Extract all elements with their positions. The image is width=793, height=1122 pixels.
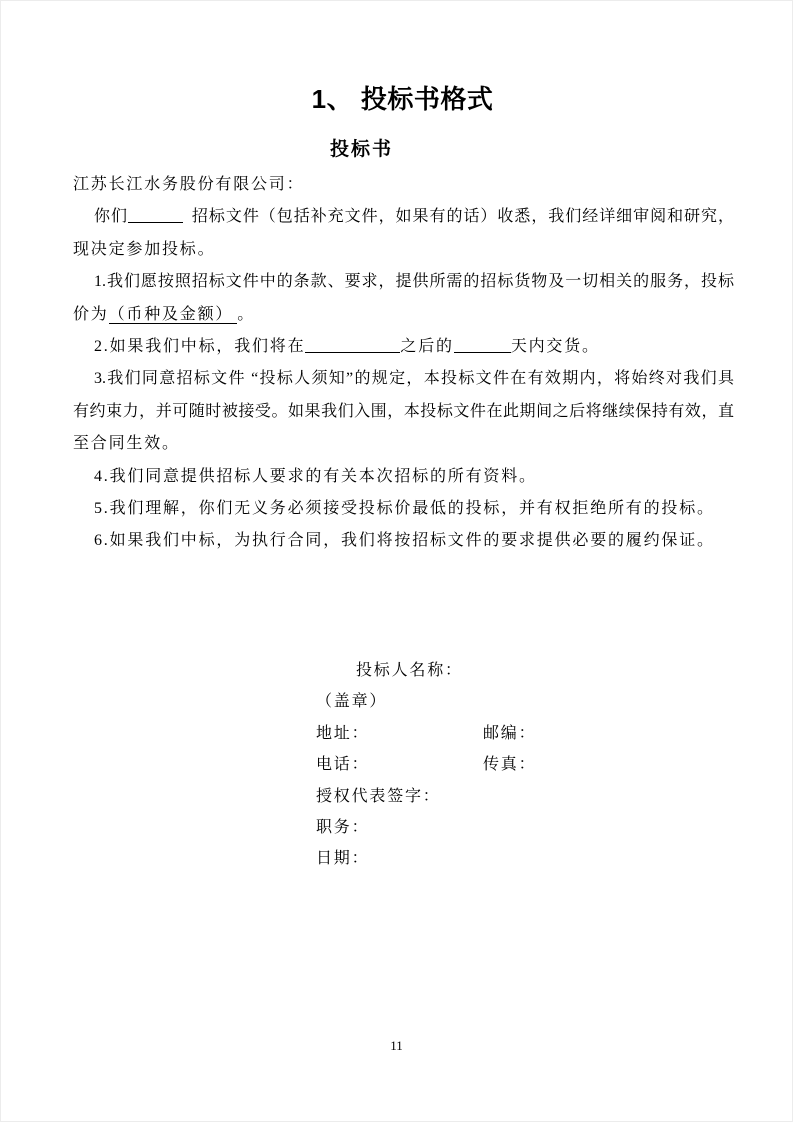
phone-label: 电话：: [316, 756, 370, 774]
seal-row: [316, 686, 536, 717]
salutation-line: 江苏长江水务股份有限公司：: [73, 176, 305, 193]
page-title: 1、 投标书格式: [311, 84, 494, 114]
item3-line-2: 有约束力，并可随时被接受。如果我们入围，本投标文件在此期间之后将继续保持有效，直: [73, 402, 734, 420]
document-subtitle: 投标书: [329, 139, 393, 160]
item1-pre-text: 价为: [73, 305, 109, 323]
signature-label: 授权代表签字：: [316, 787, 441, 805]
document-body: [73, 169, 734, 558]
item2-post-text: 天内交货。: [510, 338, 600, 356]
item4-line: 4.我们同意提供招标人要求的有关本次招标的所有资料。: [94, 467, 537, 485]
date-row: [316, 843, 536, 874]
item1-line-1: 1.我们愿按照招标文件中的条款、要求，提供所需的招标货物及一切相关的服务，投标: [94, 273, 734, 291]
intro-line-1: [73, 201, 734, 233]
intro-pre-text: 你们: [94, 208, 128, 226]
intro-post-text: 招标文件（包括补充文件，如果有的话）收悉，我们经详细审阅和研究，: [190, 208, 734, 226]
blank-field-days: [454, 337, 511, 353]
item3-line-1: 3.我们同意招标文件 “投标人须知”的规定，本投标文件在有效期内，将始终对我们具: [94, 370, 734, 388]
address-label: 地址：: [316, 724, 370, 742]
blank-field-price: （币种及金额）: [109, 306, 238, 324]
date-label: 日期：: [316, 850, 370, 868]
seal-label: （盖章）: [316, 693, 388, 711]
page-number: 11: [390, 1038, 403, 1053]
bidder-name-label: 投标人名称：: [356, 662, 463, 679]
position-row: [316, 812, 536, 843]
item5-line: 5.我们理解，你们无义务必须接受投标价最低的投标，并有权拒绝所有的投标。: [94, 500, 715, 518]
postcode-label: 邮编：: [483, 724, 537, 742]
item2-line: [73, 331, 734, 363]
intro-line-2: 现决定参加投标。: [73, 240, 216, 258]
item6-line: 6.如果我们中标，为执行合同，我们将按招标文件的要求提供必要的履约保证。: [94, 532, 715, 550]
phone-row: [316, 749, 536, 780]
signature-row: [316, 781, 536, 812]
item1-line-2: [73, 299, 734, 331]
blank-field-recipient: [128, 207, 183, 223]
item2-mid-text: 之后的: [400, 338, 454, 356]
position-label: 职务：: [316, 819, 370, 837]
item1-post-text: 。: [237, 305, 256, 323]
item3-line-3: 至合同生效。: [73, 435, 180, 453]
signature-form: [316, 655, 536, 875]
blank-field-date: [305, 337, 400, 353]
item2-pre-text: 2.如果我们中标，我们将在: [94, 338, 306, 356]
fax-label: 传真：: [483, 756, 537, 774]
address-row: [316, 718, 536, 749]
bidder-name-row: [316, 655, 536, 686]
